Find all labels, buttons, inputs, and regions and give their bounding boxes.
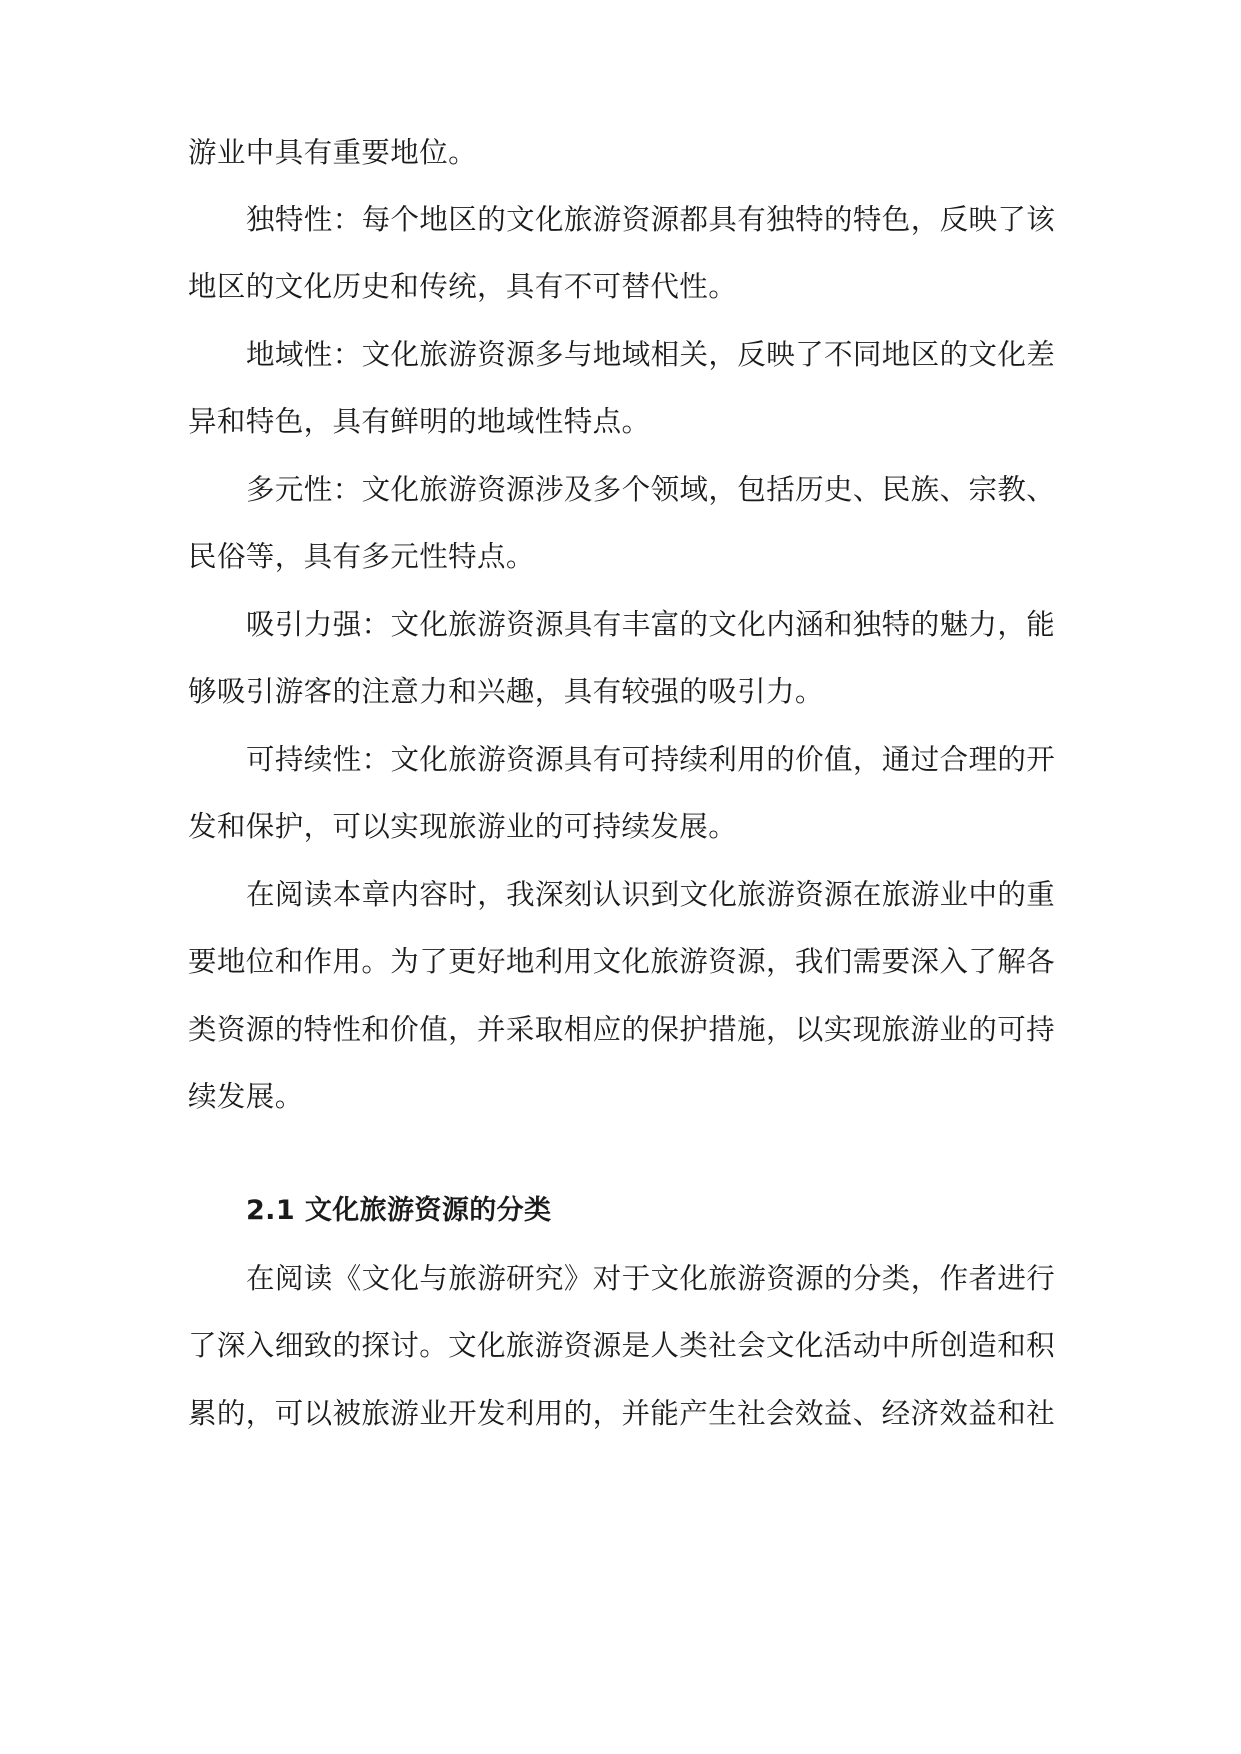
text-line: 民俗等，具有多元性特点。 bbox=[188, 540, 535, 573]
paragraph-reflection: 在阅读本章内容时，我深刻认识到文化旅游资源在旅游业中的重 bbox=[246, 878, 1056, 911]
paragraph-uniqueness: 独特性：每个地区的文化旅游资源都具有独特的特色，反映了该 bbox=[246, 203, 1056, 236]
text-line: 游业中具有重要地位。 bbox=[188, 136, 478, 169]
text-line: 够吸引游客的注意力和兴趣，具有较强的吸引力。 bbox=[188, 675, 824, 708]
section-heading: 2.1 文化旅游资源的分类 bbox=[246, 1195, 552, 1226]
paragraph-attraction: 吸引力强：文化旅游资源具有丰富的文化内涵和独特的魅力，能 bbox=[246, 608, 1056, 641]
text-line: 异和特色，具有鲜明的地域性特点。 bbox=[188, 405, 651, 438]
text-line: 续发展。 bbox=[188, 1080, 304, 1113]
text-line: 类资源的特性和价值，并采取相应的保护措施，以实现旅游业的可持 bbox=[188, 1013, 1056, 1046]
text-line: 发和保护，可以实现旅游业的可持续发展。 bbox=[188, 810, 738, 843]
paragraph-diversity: 多元性：文化旅游资源涉及多个领域，包括历史、民族、宗教、 bbox=[246, 473, 1056, 506]
paragraph-classification: 在阅读《文化与旅游研究》对于文化旅游资源的分类，作者进行 bbox=[246, 1262, 1056, 1295]
text-line: 地区的文化历史和传统，具有不可替代性。 bbox=[188, 270, 738, 303]
paragraph-sustainability: 可持续性：文化旅游资源具有可持续利用的价值，通过合理的开 bbox=[246, 743, 1056, 776]
text-line: 累的，可以被旅游业开发利用的，并能产生社会效益、经济效益和社 bbox=[188, 1397, 1056, 1430]
text-line: 了深入细致的探讨。文化旅游资源是人类社会文化活动中所创造和积 bbox=[188, 1329, 1056, 1362]
paragraph-regionality: 地域性：文化旅游资源多与地域相关，反映了不同地区的文化差 bbox=[246, 338, 1056, 371]
text-line: 要地位和作用。为了更好地利用文化旅游资源，我们需要深入了解各 bbox=[188, 945, 1056, 978]
